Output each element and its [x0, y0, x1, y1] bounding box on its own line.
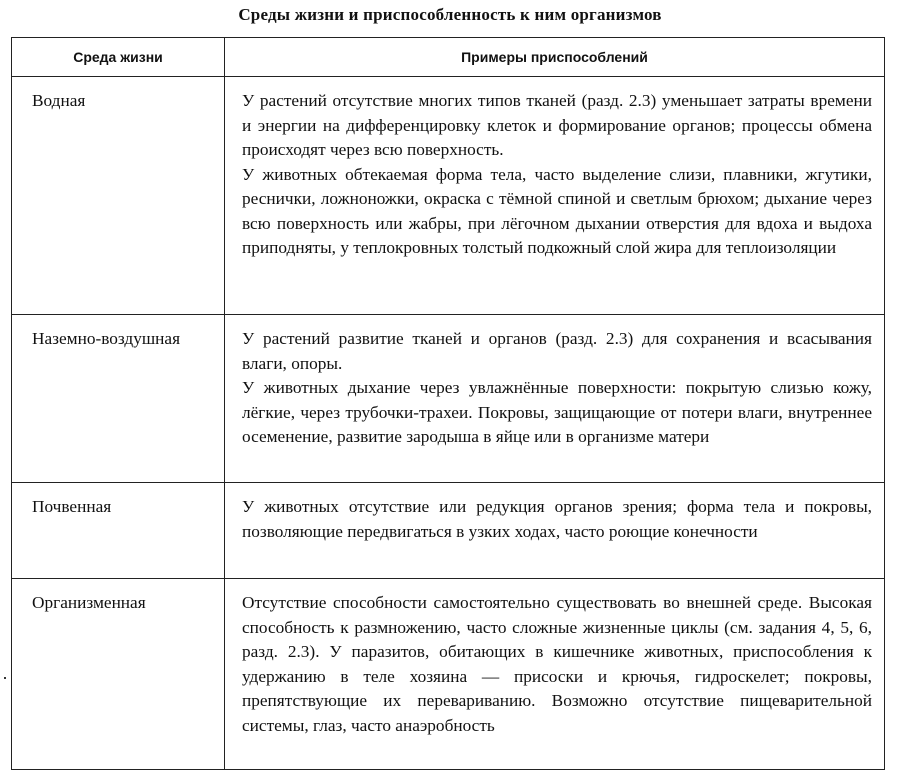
environment-cell: Почвенная [12, 483, 225, 579]
environment-cell: Организменная [12, 579, 225, 770]
header-environment: Среда жизни [12, 38, 225, 77]
table-row-organism [12, 579, 885, 770]
animals-paragraph: У животных обтекаемая форма тела, часто выделение слизи, плавники, жгутики, реснички, ложноножки, окраска с тёмной спиной и светлым брюхом; дыхание через всю поверхность или жабры, при лёгочном дыхании отверстия для вдоха и выдоха приподняты, у теплокровных толстый подкожный слой жира для теплоизоляции [242, 164, 872, 257]
adaptations-cell [225, 77, 885, 315]
adaptations-table [11, 37, 885, 770]
animals-paragraph: У животных дыхание через увлажнённые поверхности: покрытую слизью кожу, лёгкие, через трубочки-трахеи. Покровы, защищающие от потери влаги, внутреннее осеменение, развитие зародыша в яйце или в организме матери [242, 378, 872, 446]
header-adaptations: Примеры приспособлений [225, 38, 885, 77]
organism-paragraph: Отсутствие способности самостоятельно существовать во внешней среде. Высокая способность к размножению, часто сложные жизненные циклы (см. задания 4, 5, 6, разд. 2.3). У паразитов, обитающих в кишечнике животных, приспособления к удержанию в теле хозяина — присоски и крючья, гидроскелет; покровы, препятствующие их перевариванию. Возможно отсутствие пищеварительной системы, глаз, часто анаэробность [242, 593, 872, 735]
animals-paragraph: У животных отсутствие или редукция органов зрения; форма тела и покровы, позволяющие передвигаться в узких ходах, часто роющие конечности [242, 497, 872, 541]
environment-cell: Водная [12, 77, 225, 315]
table-header-row [12, 38, 885, 77]
adaptations-cell [225, 579, 885, 770]
table-row-aquatic [12, 77, 885, 315]
adaptations-cell [225, 483, 885, 579]
margin-dot [4, 677, 6, 679]
adaptations-cell [225, 315, 885, 483]
table-row-soil [12, 483, 885, 579]
plants-paragraph: У растений отсутствие многих типов тканей (разд. 2.3) уменьшает затраты времени и энергии на дифференцировку клеток и формирование органов; процессы обмена происходят через всю поверхность. [242, 91, 872, 159]
page-title: Среды жизни и приспособленность к ним организмов [238, 5, 662, 24]
environment-cell: Наземно-воздушная [12, 315, 225, 483]
table-row-terrestrial [12, 315, 885, 483]
plants-paragraph: У растений развитие тканей и органов (разд. 2.3) для сохранения и всасывания влаги, опоры. [242, 329, 872, 373]
